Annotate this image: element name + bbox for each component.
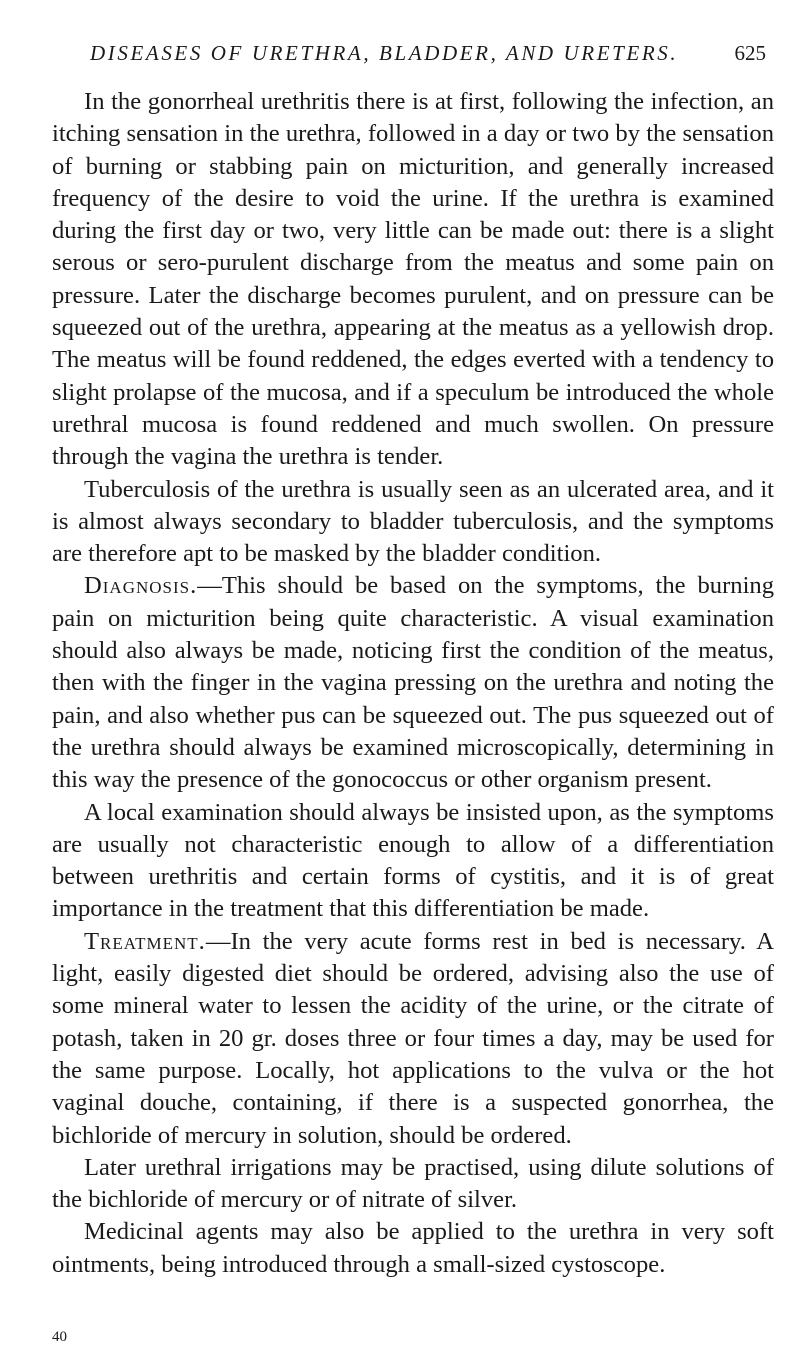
running-title: DISEASES OF URETHRA, BLADDER, AND URETERS.	[90, 41, 679, 65]
section-heading-treatment: Treatment.	[84, 927, 206, 955]
paragraph-text: —This should be based on the symptoms, the burning pain on micturition being quite characteristic. A visual examination should also always be made, noticing first the condition of the meatus, then with the finger in the vagina pressing on the urethra and noting the pain, and also whether pus can be squeezed out. The pus squeezed out of the urethra should always be examined microscopically, determining in this way the presence of the gonococcus or other organism present.	[52, 572, 774, 794]
paragraph-gonorrheal-urethritis	[52, 86, 774, 474]
paragraph-treatment	[52, 926, 774, 1152]
paragraph-text: Tuberculosis of the urethra is usually seen as an ulcerated area, and it is almost always secondary to bladder tuberculosis, and the symptoms are therefore apt to be masked by the bladder condition.	[52, 475, 774, 568]
paragraph-text: Medicinal agents may also be applied to the urethra in very soft ointments, being introduced through a small-sized cystoscope.	[52, 1218, 774, 1278]
signature-mark: 40	[52, 1329, 67, 1345]
paragraph-text: Later urethral irrigations may be practised, using dilute solutions of the bichloride of mercury or of nitrate of silver.	[52, 1153, 774, 1214]
paragraph-local-examination	[52, 797, 774, 926]
paragraph-irrigations	[52, 1152, 774, 1217]
paragraph-diagnosis	[52, 570, 774, 796]
running-head	[52, 0, 774, 70]
paragraph-medicinal-agents	[52, 1216, 774, 1281]
body-text	[52, 86, 774, 1281]
section-heading-diagnosis: Diagnosis.	[84, 572, 198, 600]
paragraph-text: In the gonorrheal urethritis there is at first, following the infection, an itching sensation in the urethra, followed in a day or two by the sensation of burning or stabbing pain on micturition, and generally increased frequency of the desire to void the urine. If the urethra is examined during the first day or two, very little can be made out: there is a slight serous or sero-purulent discharge from the meatus and some pain on pressure. Later the discharge becomes purulent, and on pressure can be squeezed out of the urethra, appearing at the meatus as a yellowish drop. The meatus will be found reddened, the edges everted with a tendency to slight prolapse of the mucosa, and if a speculum be introduced the whole urethral mucosa is found reddened and much swollen. On pressure through the vagina the urethra is tender.	[52, 88, 774, 471]
paragraph-tuberculosis	[52, 474, 774, 571]
paragraph-text: —In the very acute forms rest in bed is necessary. A light, easily digested diet should be ordered, advising also the use of some mineral water to lessen the acidity of the urine, or the citrate of potash, taken in 20 gr. doses three or four times a day, may be used for the same purpose. Locally, hot applications to the vulva or the hot vaginal douche, containing, if there is a suspected gonorrhea, the bichloride of mercury in solution, should be ordered.	[52, 927, 774, 1149]
paragraph-text: A local examination should always be insisted upon, as the symptoms are usually not characteristic enough to allow of a differentiation between urethritis and certain forms of cystitis, and it is of great importance in the treatment that this differentiation be made.	[52, 798, 774, 923]
page-number: 625	[734, 41, 766, 65]
